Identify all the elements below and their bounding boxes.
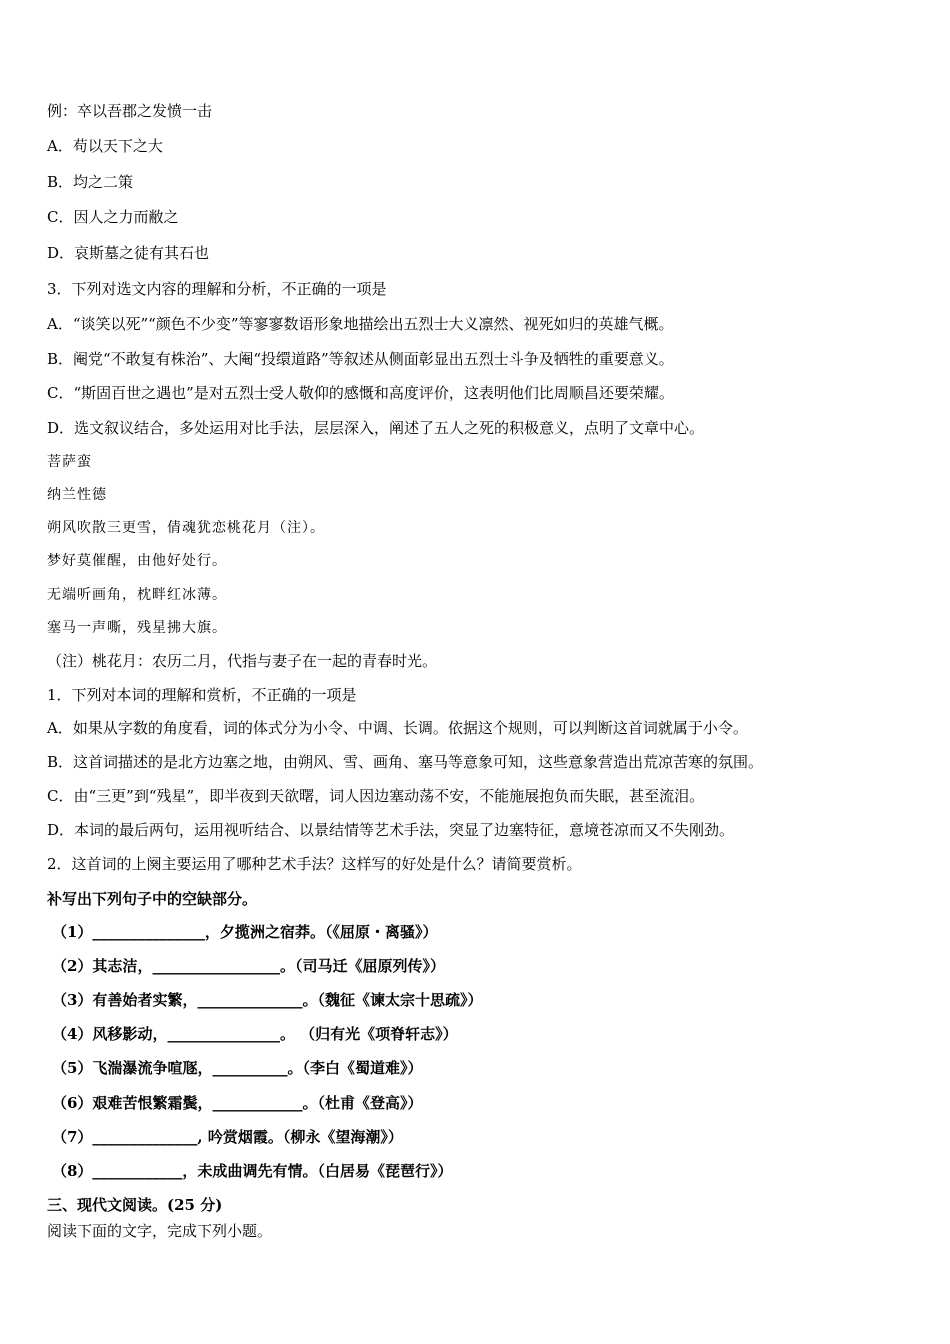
question-3-option-c: C．“斯固百世之遇也”是对五烈士受人敬仰的感慨和高度评价，这表明他们比周顺昌还要荣耀。 [47, 384, 674, 402]
question-3-option-a: A．“谈笑以死”“颜色不少变”等寥寥数语形象地描绘出五烈士大义凛然、视死如归的英雄气概。 [47, 315, 674, 333]
question-3-stem: 3．下列对选文内容的理解和分析，不正确的一项是 [47, 280, 387, 298]
poem-question-2: 2．这首词的上阕主要运用了哪种艺术手法？这样写的好处是什么？请简要赏析。 [47, 855, 582, 873]
poem-question-1-option-d: D．本词的最后两句，运用视听结合、以景结情等艺术手法，突显了边塞特征，意境苍凉而又不失刚劲。 [47, 821, 735, 839]
question-3-option-b: B．阉党“不敢复有株治”、大阉“投缳道路”等叙述从侧面彰显出五烈士斗争及牺牲的重要意义。 [47, 350, 674, 368]
option-b: B．均之二策 [47, 173, 134, 191]
section-3-intro: 阅读下面的文字，完成下列小题。 [47, 1222, 273, 1240]
fill-in-item: （8）____________，未成曲调先有情。（白居易《琵琶行》） [52, 1162, 453, 1180]
poem-note: （注）桃花月：农历二月，代指与妻子在一起的青春时光。 [47, 652, 438, 670]
poem-question-1-option-a: A．如果从字数的角度看，词的体式分为小令、中调、长调。依据这个规则，可以判断这首词就属于小令。 [47, 719, 748, 737]
fill-in-item: （1）_______________，夕揽洲之宿莽。（《屈原・离骚》） [52, 923, 438, 941]
poem-title: 菩萨蛮 [47, 454, 92, 470]
poem-question-1-option-b: B．这首词描述的是北方边塞之地，由朔风、雪、画角、塞马等意象可知，这些意象营造出荒凉苦寒的氛围。 [47, 753, 764, 771]
question-3-option-d: D．选文叙议结合，多处运用对比手法，层层深入，阐述了五人之死的积极意义，点明了文章中心。 [47, 419, 705, 437]
fill-in-item: （5）飞湍瀑流争喧豗，__________。（李白《蜀道难》） [52, 1059, 423, 1077]
example-line: 例：卒以吾郡之发愤一击 [47, 102, 213, 120]
section-3-heading: 三、现代文阅读。(25 分) [47, 1196, 223, 1214]
fill-in-item: （3）有善始者实繁，______________。（魏征《谏太宗十思疏》） [52, 991, 483, 1009]
poem-author: 纳兰性德 [47, 487, 107, 503]
poem-line: 塞马一声嘶，残星拂大旗。 [47, 620, 227, 636]
option-a: A．苟以天下之大 [47, 137, 163, 155]
poem-line: 无端听画角，枕畔红冰薄。 [47, 587, 227, 603]
fill-in-item: （2）其志洁，_________________。（司马迁《屈原列传》） [52, 957, 445, 975]
fill-in-item: （7）______________, 吟赏烟霞。（柳永《望海潮》） [52, 1128, 403, 1146]
fill-in-heading: 补写出下列句子中的空缺部分。 [47, 890, 258, 908]
poem-line: 朔风吹散三更雪，倩魂犹恋桃花月（注）。 [47, 520, 325, 536]
fill-in-item: （6）艰难苦恨繁霜鬓，____________。（杜甫《登高》） [52, 1094, 423, 1112]
poem-question-1-option-c: C．由“三更”到“残星”，即半夜到天欲曙，词人因边塞动荡不安，不能施展抱负而失眠，甚至流泪。 [47, 787, 705, 805]
poem-question-1-stem: 1．下列对本词的理解和赏析，不正确的一项是 [47, 686, 357, 704]
fill-in-item: （4）风移影动，_______________。 （归有光《项脊轩志》） [52, 1025, 458, 1043]
option-c: C．因人之力而敝之 [47, 208, 179, 226]
option-d: D．哀斯墓之徒有其石也 [47, 244, 210, 262]
poem-line: 梦好莫催醒，由他好处行。 [47, 553, 227, 569]
